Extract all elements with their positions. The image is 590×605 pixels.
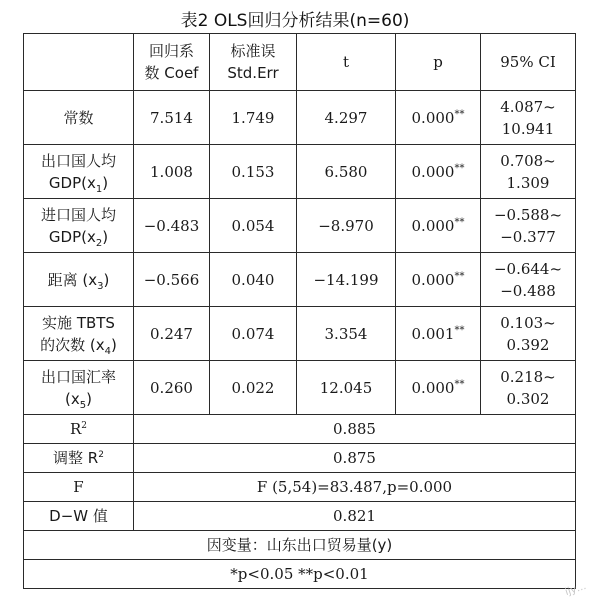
coef-value: 0.260 xyxy=(134,361,210,415)
ci-value: −0.588~ −0.377 xyxy=(481,199,576,253)
std-err-value: 0.040 xyxy=(210,253,297,307)
table-row-constant xyxy=(24,91,576,145)
std-err-value: 0.074 xyxy=(210,307,297,361)
coef-value: 1.008 xyxy=(134,145,210,199)
ci-value: 0.103~ 0.392 xyxy=(481,307,576,361)
p-value: 0.000** xyxy=(396,199,481,253)
adjusted-r-squared-label: 调整 $R^2$ xyxy=(24,444,134,473)
table-row-r-squared xyxy=(24,415,576,444)
r-squared-label: $R^2$ xyxy=(24,415,134,444)
table-row-dependent-variable xyxy=(24,531,576,560)
table-row-exchange-rate xyxy=(24,361,576,415)
row-label: 出口国汇率 $(x_5)$ xyxy=(24,361,134,415)
coef-value: −0.566 xyxy=(134,253,210,307)
f-statistic-label: F xyxy=(24,473,134,502)
table-row-durbin-watson xyxy=(24,502,576,531)
header-empty-cell xyxy=(24,34,134,91)
t-value: −8.970 xyxy=(297,199,396,253)
table-header-row xyxy=(24,34,576,91)
table-row-adjusted-r-squared xyxy=(24,444,576,473)
header-ci: 95% CI xyxy=(481,34,576,91)
header-std-err: 标准误 Std.Err xyxy=(210,34,297,91)
std-err-value: 1.749 xyxy=(210,91,297,145)
row-label: 实施 TBTS 的次数 $(x_4)$ xyxy=(24,307,134,361)
durbin-watson-label: D−W 值 xyxy=(24,502,134,531)
ci-value: 0.708~ 1.309 xyxy=(481,145,576,199)
coef-value: 0.247 xyxy=(134,307,210,361)
watermark: ijy… xyxy=(563,580,588,599)
row-label: 距离 $(x_3)$ xyxy=(24,253,134,307)
ci-value: −0.644~ −0.488 xyxy=(481,253,576,307)
p-value: 0.000** xyxy=(396,361,481,415)
ci-value: 0.218~ 0.302 xyxy=(481,361,576,415)
p-value: 0.001** xyxy=(396,307,481,361)
table-title: 表2 OLS回归分析结果(n=60) xyxy=(180,11,410,31)
std-err-value: 0.054 xyxy=(210,199,297,253)
coef-value: 7.514 xyxy=(134,91,210,145)
row-label: 常数 xyxy=(24,91,134,145)
row-label: 出口国人均 $GDP(x_1)$ xyxy=(24,145,134,199)
t-value: −14.199 xyxy=(297,253,396,307)
p-value: 0.000** xyxy=(396,145,481,199)
f-statistic-value: F (5,54)=83.487,p=0.000 xyxy=(134,473,576,502)
std-err-value: 0.153 xyxy=(210,145,297,199)
p-value: 0.000** xyxy=(396,91,481,145)
significance-note: *p<0.05 **p<0.01 xyxy=(24,560,576,589)
t-value: 12.045 xyxy=(297,361,396,415)
std-err-value: 0.022 xyxy=(210,361,297,415)
adjusted-r-squared-value: 0.875 xyxy=(134,444,576,473)
header-coef: 回归系 数 Coef xyxy=(134,34,210,91)
p-value: 0.000** xyxy=(396,253,481,307)
t-value: 6.580 xyxy=(297,145,396,199)
t-value: 3.354 xyxy=(297,307,396,361)
coef-value: −0.483 xyxy=(134,199,210,253)
ols-regression-table xyxy=(23,33,576,589)
dependent-variable-note: 因变量：山东出口贸易量(y) xyxy=(24,531,576,560)
header-p: p xyxy=(396,34,481,91)
row-label: 进口国人均 $GDP(x_2)$ xyxy=(24,199,134,253)
table-row-importer-gdp xyxy=(24,199,576,253)
header-t: t xyxy=(297,34,396,91)
durbin-watson-value: 0.821 xyxy=(134,502,576,531)
t-value: 4.297 xyxy=(297,91,396,145)
r-squared-value: 0.885 xyxy=(134,415,576,444)
table-row-exporter-gdp xyxy=(24,145,576,199)
table-row-f-statistic xyxy=(24,473,576,502)
table-row-distance xyxy=(24,253,576,307)
ci-value: 4.087~ 10.941 xyxy=(481,91,576,145)
table-row-significance xyxy=(24,560,576,589)
table-row-tbts-count xyxy=(24,307,576,361)
